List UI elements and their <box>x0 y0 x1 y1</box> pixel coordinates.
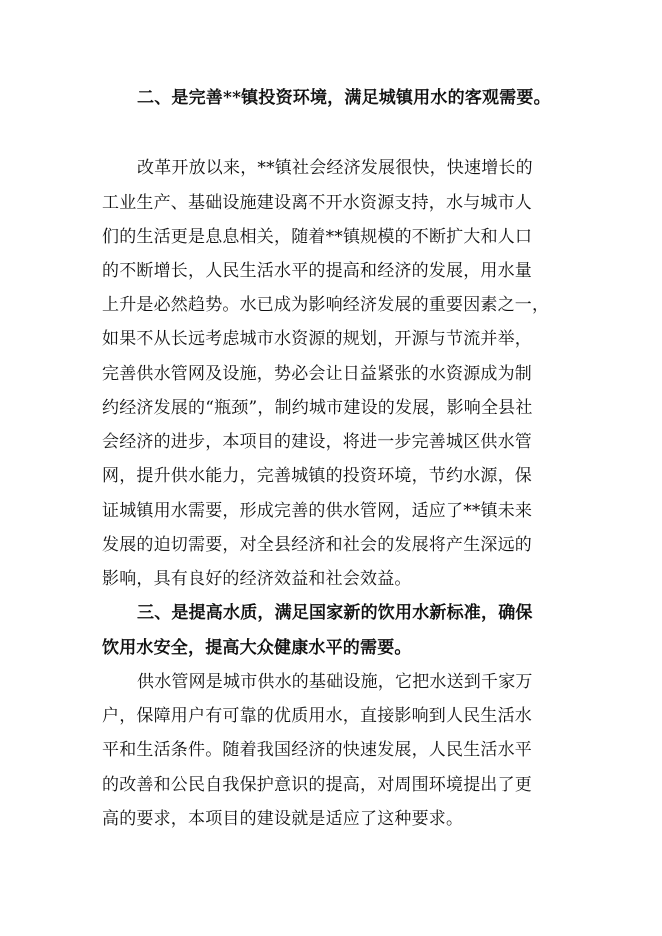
section-3-paragraph-line: 的改善和公民自我保护意识的提高，对周围环境提出了更 <box>102 775 532 795</box>
section-2-paragraph-line: 会经济的进步，本项目的建设，将进一步完善城区供水管 <box>102 432 532 452</box>
section-3-paragraph-line: 高的要求，本项目的建设就是适应了这种要求。 <box>102 809 464 829</box>
section-2-paragraph-line: 们的生活更是息息相关，随着**镇规模的不断扩大和人口 <box>102 227 533 247</box>
section-2-paragraph-line: 证城镇用水需要，形成完善的供水管网，适应了**镇未来 <box>102 501 533 521</box>
section-2-paragraph-line: 发展的迫切需要，对全县经济和社会的发展将产生深远的 <box>102 535 532 555</box>
section-3-paragraph-line: 户，保障用户有可靠的优质用水，直接影响到人民生活水 <box>102 706 532 726</box>
section-2-paragraph-line: 的不断增长，人民生活水平的提高和经济的发展，用水量 <box>102 261 532 281</box>
section-3-paragraph-line: 供水管网是城市供水的基础设施，它把水送到千家万 <box>137 672 533 692</box>
section-2-heading: 二、是完善**镇投资环境，满足城镇用水的客观需要。 <box>137 88 551 108</box>
section-2-paragraph-line: 如果不从长远考虑城市水资源的规划，开源与节流并举， <box>102 329 532 349</box>
section-2-paragraph-line: 上升是必然趋势。水已成为影响经济发展的重要因素之一， <box>102 295 550 315</box>
section-2-paragraph-line: 工业生产、基础设施建设离不开水资源支持，水与城市人 <box>102 193 532 213</box>
section-3-heading-line: 三、是提高水质，满足国家新的饮用水新标准，确保 <box>137 603 533 623</box>
section-2-paragraph-line: 网，提升供水能力，完善城镇的投资环境，节约水源，保 <box>102 466 532 486</box>
section-3-paragraph-line: 平和生活条件。随着我国经济的快速发展，人民生活水平 <box>102 740 532 760</box>
section-2-paragraph-line: 改革开放以来，**镇社会经济发展很快，快速增长的 <box>137 158 533 178</box>
section-2-paragraph-line: 影响，具有良好的经济效益和社会效益。 <box>102 569 412 589</box>
section-2-paragraph-line: 完善供水管网及设施，势必会让日益紧张的水资源成为制 <box>102 364 532 384</box>
section-3-heading-line: 饮用水安全，提高大众健康水平的需要。 <box>102 638 412 658</box>
section-2-paragraph-line: 约经济发展的“瓶颈”，制约城市建设的发展，影响全县社 <box>102 398 533 418</box>
